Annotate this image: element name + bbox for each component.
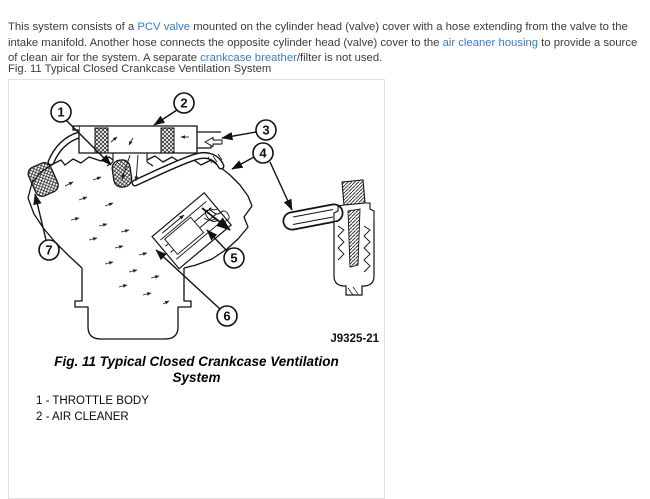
figure-title-line2: System	[172, 369, 221, 385]
svg-text:5: 5	[230, 250, 238, 266]
svg-text:3: 3	[262, 122, 270, 138]
svg-text:1: 1	[57, 104, 65, 120]
pcv-valve-link[interactable]: PCV valve	[137, 21, 191, 34]
crankcase-ventilation-diagram	[9, 80, 384, 348]
figure-title-line1: Fig. 11 Typical Closed Crankcase Ventilation	[54, 354, 339, 369]
pcv-valve-closeup	[292, 180, 374, 295]
crankcase-breather-link[interactable]: crankcase breather	[200, 52, 297, 65]
paragraph-text: mounted on the cylinder head (valve) cover with a hose extending from the valve to the intake manifold. Another hose connects the opposite cylinder head (valve) cover to the	[8, 21, 628, 49]
figure-title	[9, 354, 384, 385]
breather-element	[26, 160, 61, 198]
paragraph-text: This system consists of a	[8, 21, 138, 34]
callout-4	[253, 143, 273, 163]
air-cleaner-assembly	[73, 126, 221, 166]
legend-item-throttle-body: 1 - THROTTLE BODY	[36, 395, 149, 407]
svg-text:6: 6	[223, 308, 231, 324]
throttle-body-shape	[111, 159, 133, 188]
callout-5	[224, 248, 244, 268]
filter-element-left	[95, 128, 108, 153]
filter-element-right	[161, 128, 174, 153]
breather-hose	[51, 135, 79, 162]
figure-code-label: J9325-21	[330, 333, 379, 345]
callout-6	[217, 306, 237, 326]
legend-item-air-cleaner: 2 - AIR CLEANER	[36, 411, 129, 423]
figure-legend	[36, 393, 384, 425]
paragraph-text: to provide a source of clean air for the system. A separate	[8, 36, 638, 65]
intro-paragraph	[8, 20, 644, 67]
fresh-air-arrow	[205, 138, 222, 147]
svg-text:4: 4	[259, 145, 267, 161]
callout-7	[39, 240, 59, 260]
callout-1	[51, 102, 71, 122]
pcv-hose	[135, 154, 222, 183]
svg-text:2: 2	[180, 95, 188, 111]
figure-caption: Fig. 11 Typical Closed Crankcase Ventilation System	[8, 63, 272, 75]
callout-2	[174, 93, 194, 113]
air-cleaner-housing-link[interactable]: air cleaner housing	[442, 36, 539, 49]
svg-text:7: 7	[45, 242, 53, 258]
paragraph-text: /filter is not used.	[296, 52, 383, 65]
figure-container	[8, 79, 385, 499]
callout-3	[256, 120, 276, 140]
